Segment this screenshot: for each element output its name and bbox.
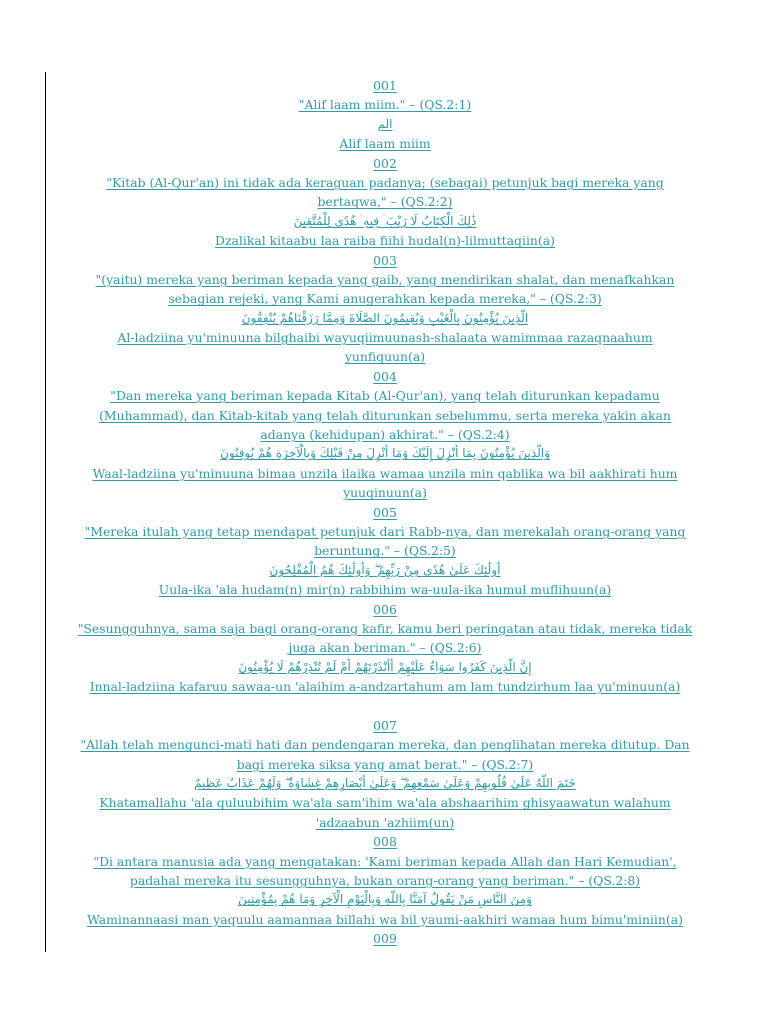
text-line[interactable]: 006 [373,601,397,617]
text-line[interactable]: Khatamallahu 'ala quluubihim wa'ala sam'ihim wa'ala abshaarihim ghisyaawatun walahum [99,795,671,811]
text-line[interactable]: Dzalikal kitaabu laa raiba fiihi hudal(n)-lilmuttaqiin(a) [215,233,555,249]
text-line[interactable]: juga akan beriman." – (QS.2:6) [288,640,482,656]
text-line[interactable]: 003 [373,252,397,268]
arabic-verse-line[interactable]: إِنَّ الَّذِينَ كَفَرُوا سَوَاءٌ عَلَيْهِمْ أَأَنْذَرْتَهُمْ أَمْ لَمْ تُنْذِرْهُمْ لَا يُؤْمِنُونَ [238,659,532,674]
verse-list [60,76,710,949]
text-line[interactable]: "Dan mereka yang beriman kepada Kitab (Al-Qur'an), yang telah diturunkan kepadamu [110,388,660,404]
text-line[interactable]: "Mereka itulah yang tetap mendapat petunjuk dari Rabb-nya, dan merekalah orang-orang yang [84,523,686,539]
text-line[interactable]: beruntung." – (QS.2:5) [314,543,456,559]
text-line[interactable]: padahal mereka itu sesungguhnya, bukan orang-orang yang beriman." – (QS.2:8) [129,873,641,889]
arabic-verse-line[interactable]: خَتَمَ اللَّهُ عَلَىٰ قُلُوبِهِمْ وَعَلَىٰ سَمْعِهِمْ ۖ وَعَلَىٰ أَبْصَارِهِمْ غِشَاوَةٌ ۖ وَلَهُمْ عَذَابٌ عَظِيمٌ [194,776,576,791]
text-line [60,697,710,716]
left-margin-line [45,72,46,952]
text-line[interactable]: Al-ladziina yu'minuuna bilghaibi wayuqiimuunash-shalaata wamimmaa razaqnaahum [117,330,653,346]
arabic-verse-line[interactable]: وَمِنَ النَّاسِ مَنْ يَقُولُ آمَنَّا بِاللَّهِ وَبِالْيَوْمِ الْآخِرِ وَمَا هُمْ بِمُؤْمِنِينَ [238,892,532,907]
text-line[interactable]: bagi mereka siksa yang amat berat." – (QS.2:7) [236,756,534,772]
text-line[interactable]: "Alif laam miim." – (QS.2:1) [298,97,472,113]
text-line[interactable]: yunfiquun(a) [344,349,426,365]
text-line[interactable]: adanya (kehidupan) akhirat." – (QS.2:4) [260,427,510,443]
text-line[interactable]: "Kitab (Al-Qur'an) ini tidak ada keraguan padanya; (sebagai) petunjuk bagi mereka yang [106,174,664,190]
text-line[interactable]: Innal-ladziina kafaruu sawaa-un 'alaihim a-andzartahum am lam tundzirhum laa yu'minuun(a) [89,679,681,695]
arabic-verse-line[interactable]: ذَٰلِكَ الْكِتَابُ لَا رَيْبَ ۛ فِيهِ ۛ هُدًى لِلْمُتَّقِينَ [293,213,477,228]
text-line[interactable]: (Muhammad), dan Kitab-kitab yang telah diturunkan sebelummu, serta mereka yakin akan [99,407,671,423]
arabic-verse-line[interactable]: الَّذِينَ يُؤْمِنُونَ بِالْغَيْبِ وَيُقِيمُونَ الصَّلَاةَ وَمِمَّا رَزَقْنَاهُمْ يُنْفِقُونَ [241,310,529,325]
text-line[interactable]: 004 [373,368,397,384]
text-line[interactable]: 001 [373,78,397,93]
text-line[interactable]: bertaqwa," – (QS.2:2) [317,194,453,210]
arabic-verse-line[interactable]: أُولَٰئِكَ عَلَىٰ هُدًى مِنْ رَبِّهِمْ ۖ وَأُولَٰئِكَ هُمُ الْمُفْلِحُونَ [269,562,501,577]
text-line[interactable]: Waal-ladziina yu'minuuna bimaa unzila ilaika wamaa unzila min qablika wa bil aakhirati hum [92,465,678,481]
text-line[interactable]: 005 [373,504,397,520]
text-line[interactable]: "Allah telah mengunci-mati hati dan pendengaran mereka, dan penglihatan mereka ditutup. Dan [80,737,690,753]
arabic-verse-line[interactable]: الم [377,116,393,131]
text-line[interactable]: 'adzaabun 'azhiim(un) [315,814,455,830]
text-line[interactable]: Waminannaasi man yaquulu aamannaa billahi wa bil yaumi-aakhiri wamaa hum bimu'miniin(a) [87,911,683,927]
text-line[interactable]: "(yaitu) mereka yang beriman kepada yang gaib, yang mendirikan shalat, dan menafkahkan [95,271,675,287]
text-line[interactable]: "Sesungguhnya, sama saja bagi orang-orang kafir, kamu beri peringatan atau tidak, mereka tidak [77,620,693,636]
text-line[interactable]: Uula-ika 'ala hudam(n) mir(n) rabbihim wa-uula-ika humul muflihuun(a) [158,582,612,598]
text-line[interactable]: 008 [373,834,397,850]
text-line[interactable]: yuuqinuun(a) [343,485,427,501]
text-line[interactable]: 009 [373,931,397,947]
arabic-verse-line[interactable]: وَالَّذِينَ يُؤْمِنُونَ بِمَا أُنْزِلَ إِلَيْكَ وَمَا أُنْزِلَ مِنْ قَبْلِكَ وَبِالْآخِرَةِ هُمْ يُوقِنُونَ [220,446,550,461]
text-line[interactable]: "Di antara manusia ada yang mengatakan: 'Kami beriman kepada Allah dan Hari Kemudian', [93,853,677,869]
text-line[interactable]: sebagian rejeki, yang Kami anugerahkan kepada mereka," – (QS.2:3) [168,291,602,307]
text-line[interactable]: Alif laam miim [339,136,431,152]
text-line[interactable]: 002 [373,155,397,171]
text-line[interactable]: 007 [373,717,397,733]
